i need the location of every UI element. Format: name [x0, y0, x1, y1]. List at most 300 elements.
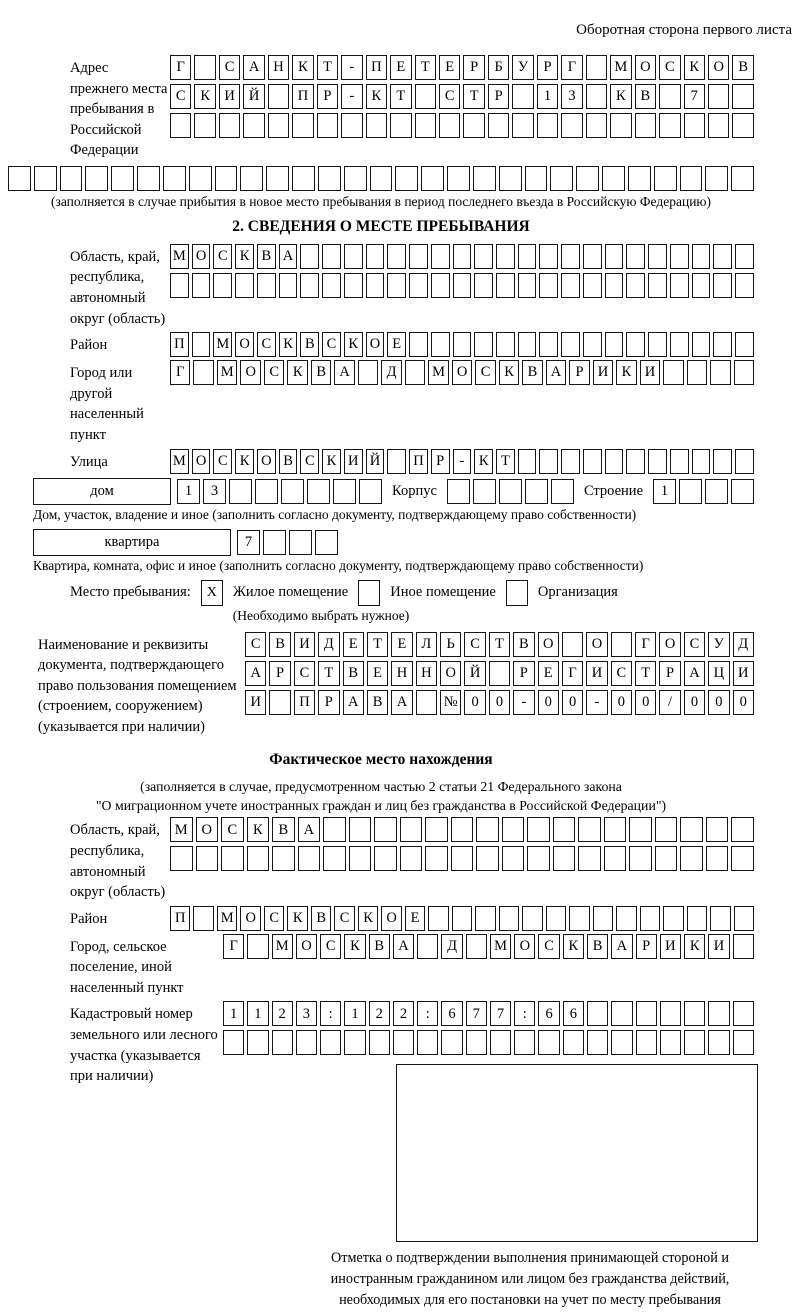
char-box[interactable]: [586, 55, 607, 80]
char-box[interactable]: [318, 166, 341, 191]
char-box[interactable]: [518, 273, 537, 298]
char-box[interactable]: С: [264, 906, 284, 931]
char-box[interactable]: 3: [296, 1001, 317, 1026]
char-box[interactable]: Н: [391, 661, 412, 686]
char-box[interactable]: Й: [243, 84, 264, 109]
char-box[interactable]: М: [217, 906, 237, 931]
char-box[interactable]: [733, 1030, 754, 1055]
char-box[interactable]: [453, 332, 472, 357]
char-box[interactable]: [713, 332, 732, 357]
char-box[interactable]: [706, 846, 729, 871]
char-box[interactable]: [734, 906, 754, 931]
char-box[interactable]: [247, 846, 270, 871]
char-box[interactable]: [60, 166, 83, 191]
char-box[interactable]: С: [322, 332, 341, 357]
char-box[interactable]: А: [243, 55, 264, 80]
char-box[interactable]: [583, 244, 602, 269]
char-box[interactable]: М: [610, 55, 631, 80]
char-box[interactable]: [272, 846, 295, 871]
char-box[interactable]: [393, 1030, 414, 1055]
char-box[interactable]: Е: [538, 661, 559, 686]
char-box[interactable]: 1: [653, 479, 676, 504]
char-box[interactable]: [670, 332, 689, 357]
char-box[interactable]: В: [343, 661, 364, 686]
char-box[interactable]: [300, 244, 319, 269]
char-box[interactable]: Д: [441, 934, 462, 959]
char-box[interactable]: П: [292, 84, 313, 109]
char-box[interactable]: [514, 1030, 535, 1055]
char-box[interactable]: [636, 1030, 657, 1055]
char-box[interactable]: М: [428, 360, 448, 385]
char-box[interactable]: Е: [391, 632, 412, 657]
char-box[interactable]: [196, 846, 219, 871]
char-box[interactable]: С: [300, 449, 319, 474]
char-box[interactable]: [366, 273, 385, 298]
char-box[interactable]: [670, 273, 689, 298]
char-box[interactable]: [616, 906, 636, 931]
char-box[interactable]: Е: [439, 55, 460, 80]
char-box[interactable]: [453, 244, 472, 269]
char-box[interactable]: В: [513, 632, 534, 657]
char-box[interactable]: [496, 332, 515, 357]
char-box[interactable]: Р: [569, 360, 589, 385]
char-box[interactable]: 2: [369, 1001, 390, 1026]
char-box[interactable]: [431, 273, 450, 298]
char-box[interactable]: Т: [317, 55, 338, 80]
char-box[interactable]: П: [409, 449, 428, 474]
char-box[interactable]: Т: [635, 661, 656, 686]
char-box[interactable]: [374, 817, 397, 842]
char-box[interactable]: [732, 84, 753, 109]
char-box[interactable]: [561, 113, 582, 138]
char-box[interactable]: [425, 846, 448, 871]
char-box[interactable]: А: [334, 360, 354, 385]
char-box[interactable]: [539, 244, 558, 269]
char-box[interactable]: К: [344, 934, 365, 959]
char-box[interactable]: [735, 332, 754, 357]
char-box[interactable]: [409, 244, 428, 269]
char-box[interactable]: [366, 244, 385, 269]
char-box[interactable]: В: [272, 817, 295, 842]
char-box[interactable]: В: [300, 332, 319, 357]
char-box[interactable]: [370, 166, 393, 191]
char-box[interactable]: 0: [708, 690, 729, 715]
char-box[interactable]: [229, 479, 252, 504]
char-box[interactable]: [713, 244, 732, 269]
char-box[interactable]: [473, 166, 496, 191]
char-box[interactable]: О: [240, 906, 260, 931]
char-box[interactable]: [670, 449, 689, 474]
char-box[interactable]: [499, 906, 519, 931]
char-box[interactable]: [680, 846, 703, 871]
char-box[interactable]: 3: [203, 479, 226, 504]
char-box[interactable]: О: [659, 632, 680, 657]
char-box[interactable]: [586, 113, 607, 138]
char-box[interactable]: [466, 934, 487, 959]
char-box[interactable]: 6: [441, 1001, 462, 1026]
char-box[interactable]: [257, 273, 276, 298]
char-box[interactable]: В: [369, 934, 390, 959]
char-box[interactable]: О: [452, 360, 472, 385]
char-box[interactable]: [731, 166, 754, 191]
char-box[interactable]: [604, 846, 627, 871]
char-box[interactable]: [344, 166, 367, 191]
char-box[interactable]: 0: [611, 690, 632, 715]
char-box[interactable]: 2: [272, 1001, 293, 1026]
char-box[interactable]: 7: [466, 1001, 487, 1026]
char-box[interactable]: И: [344, 449, 363, 474]
char-box[interactable]: [323, 817, 346, 842]
char-box[interactable]: №: [440, 690, 461, 715]
char-box[interactable]: А: [611, 934, 632, 959]
char-box[interactable]: [349, 817, 372, 842]
char-box[interactable]: [417, 934, 438, 959]
char-box[interactable]: [333, 479, 356, 504]
char-box[interactable]: [731, 479, 754, 504]
char-box[interactable]: Г: [170, 55, 191, 80]
char-box[interactable]: [583, 449, 602, 474]
char-box[interactable]: [731, 846, 754, 871]
char-box[interactable]: [583, 273, 602, 298]
char-box[interactable]: 0: [489, 690, 510, 715]
char-box[interactable]: К: [358, 906, 378, 931]
house-type-box[interactable]: дом: [33, 478, 171, 505]
char-box[interactable]: [525, 166, 548, 191]
char-box[interactable]: [279, 273, 298, 298]
char-box[interactable]: О: [381, 906, 401, 931]
char-box[interactable]: 6: [563, 1001, 584, 1026]
char-box[interactable]: [629, 817, 652, 842]
char-box[interactable]: [296, 1030, 317, 1055]
char-box[interactable]: [731, 817, 754, 842]
char-box[interactable]: У: [512, 55, 533, 80]
char-box[interactable]: [710, 906, 730, 931]
char-box[interactable]: [512, 113, 533, 138]
char-box[interactable]: [537, 113, 558, 138]
char-box[interactable]: И: [245, 690, 266, 715]
char-box[interactable]: [553, 846, 576, 871]
char-box[interactable]: [708, 1030, 729, 1055]
char-box[interactable]: [320, 1030, 341, 1055]
char-box[interactable]: О: [192, 244, 211, 269]
char-box[interactable]: [708, 84, 729, 109]
char-box[interactable]: [474, 332, 493, 357]
char-box[interactable]: Б: [488, 55, 509, 80]
char-box[interactable]: К: [366, 84, 387, 109]
char-box[interactable]: [518, 449, 537, 474]
char-box[interactable]: Т: [489, 632, 510, 657]
char-box[interactable]: [387, 449, 406, 474]
char-box[interactable]: С: [659, 55, 680, 80]
char-box[interactable]: 0: [684, 690, 705, 715]
char-box[interactable]: В: [279, 449, 298, 474]
char-box[interactable]: [34, 166, 57, 191]
char-box[interactable]: Р: [318, 690, 339, 715]
char-box[interactable]: [659, 113, 680, 138]
char-box[interactable]: [648, 244, 667, 269]
char-box[interactable]: [705, 166, 728, 191]
char-box[interactable]: С: [439, 84, 460, 109]
char-box[interactable]: [713, 273, 732, 298]
char-box[interactable]: [243, 113, 264, 138]
char-box[interactable]: [684, 1001, 705, 1026]
char-box[interactable]: [263, 530, 286, 555]
char-box[interactable]: С: [538, 934, 559, 959]
char-box[interactable]: 7: [490, 1001, 511, 1026]
char-box[interactable]: Р: [659, 661, 680, 686]
char-box[interactable]: [387, 273, 406, 298]
char-box[interactable]: Р: [269, 661, 290, 686]
char-box[interactable]: Г: [561, 55, 582, 80]
char-box[interactable]: С: [213, 244, 232, 269]
char-box[interactable]: 3: [561, 84, 582, 109]
char-box[interactable]: К: [292, 55, 313, 80]
char-box[interactable]: [194, 113, 215, 138]
char-box[interactable]: [344, 273, 363, 298]
char-box[interactable]: Е: [343, 632, 364, 657]
char-box[interactable]: [648, 449, 667, 474]
char-box[interactable]: [663, 360, 683, 385]
char-box[interactable]: [395, 166, 418, 191]
char-box[interactable]: [499, 166, 522, 191]
char-box[interactable]: [732, 113, 753, 138]
char-box[interactable]: Т: [318, 661, 339, 686]
char-box[interactable]: А: [245, 661, 266, 686]
char-box[interactable]: [670, 244, 689, 269]
char-box[interactable]: [366, 113, 387, 138]
char-box[interactable]: [708, 1001, 729, 1026]
char-box[interactable]: [733, 1001, 754, 1026]
char-box[interactable]: [170, 846, 193, 871]
char-box[interactable]: [734, 360, 754, 385]
char-box[interactable]: [247, 934, 268, 959]
char-box[interactable]: Г: [635, 632, 656, 657]
char-box[interactable]: [475, 906, 495, 931]
char-box[interactable]: [317, 113, 338, 138]
char-box[interactable]: [659, 84, 680, 109]
char-box[interactable]: [322, 273, 341, 298]
char-box[interactable]: О: [635, 55, 656, 80]
char-box[interactable]: [604, 817, 627, 842]
char-box[interactable]: С: [221, 817, 244, 842]
char-box[interactable]: К: [684, 934, 705, 959]
char-box[interactable]: К: [287, 360, 307, 385]
char-box[interactable]: :: [417, 1001, 438, 1026]
char-box[interactable]: [247, 1030, 268, 1055]
char-box[interactable]: [417, 1030, 438, 1055]
char-box[interactable]: [518, 244, 537, 269]
char-box[interactable]: [562, 632, 583, 657]
char-box[interactable]: О: [708, 55, 729, 80]
char-box[interactable]: [452, 906, 472, 931]
char-box[interactable]: С: [294, 661, 315, 686]
char-box[interactable]: В: [522, 360, 542, 385]
char-box[interactable]: К: [616, 360, 636, 385]
char-box[interactable]: И: [219, 84, 240, 109]
char-box[interactable]: [561, 449, 580, 474]
char-box[interactable]: 1: [247, 1001, 268, 1026]
char-box[interactable]: [735, 244, 754, 269]
char-box[interactable]: [349, 846, 372, 871]
char-box[interactable]: [684, 113, 705, 138]
char-box[interactable]: [289, 530, 312, 555]
char-box[interactable]: [687, 360, 707, 385]
char-box[interactable]: В: [311, 360, 331, 385]
char-box[interactable]: И: [593, 360, 613, 385]
char-box[interactable]: [215, 166, 238, 191]
char-box[interactable]: 7: [237, 530, 260, 555]
char-box[interactable]: [453, 273, 472, 298]
char-box[interactable]: 1: [344, 1001, 365, 1026]
char-box[interactable]: [409, 273, 428, 298]
char-box[interactable]: [439, 113, 460, 138]
char-box[interactable]: [266, 166, 289, 191]
char-box[interactable]: П: [366, 55, 387, 80]
char-box[interactable]: [405, 360, 425, 385]
char-box[interactable]: [499, 479, 522, 504]
char-box[interactable]: [369, 1030, 390, 1055]
char-box[interactable]: [85, 166, 108, 191]
char-box[interactable]: [626, 449, 645, 474]
char-box[interactable]: [605, 273, 624, 298]
char-box[interactable]: [527, 817, 550, 842]
char-box[interactable]: К: [194, 84, 215, 109]
char-box[interactable]: И: [733, 661, 754, 686]
char-box[interactable]: А: [546, 360, 566, 385]
char-box[interactable]: [578, 817, 601, 842]
char-box[interactable]: [706, 817, 729, 842]
char-box[interactable]: [593, 906, 613, 931]
char-box[interactable]: С: [264, 360, 284, 385]
char-box[interactable]: [281, 479, 304, 504]
char-box[interactable]: В: [269, 632, 290, 657]
char-box[interactable]: В: [635, 84, 656, 109]
char-box[interactable]: [416, 690, 437, 715]
char-box[interactable]: [735, 449, 754, 474]
char-box[interactable]: [654, 166, 677, 191]
char-box[interactable]: [192, 273, 211, 298]
char-box[interactable]: К: [235, 244, 254, 269]
char-box[interactable]: [563, 1030, 584, 1055]
char-box[interactable]: М: [213, 332, 232, 357]
char-box[interactable]: [502, 817, 525, 842]
char-box[interactable]: [269, 690, 290, 715]
char-box[interactable]: [553, 817, 576, 842]
char-box[interactable]: [525, 479, 548, 504]
char-box[interactable]: [655, 817, 678, 842]
char-box[interactable]: К: [287, 906, 307, 931]
char-box[interactable]: [605, 332, 624, 357]
char-box[interactable]: Р: [636, 934, 657, 959]
char-box[interactable]: Р: [488, 84, 509, 109]
char-box[interactable]: [344, 1030, 365, 1055]
char-box[interactable]: Д: [733, 632, 754, 657]
char-box[interactable]: [193, 906, 213, 931]
char-box[interactable]: Ц: [708, 661, 729, 686]
char-box[interactable]: 1: [177, 479, 200, 504]
char-box[interactable]: С: [464, 632, 485, 657]
char-box[interactable]: [476, 817, 499, 842]
char-box[interactable]: /: [659, 690, 680, 715]
stay-option-organization-checkbox[interactable]: [506, 580, 528, 606]
char-box[interactable]: М: [272, 934, 293, 959]
char-box[interactable]: П: [170, 906, 190, 931]
stay-option-residential-checkbox[interactable]: X: [201, 580, 223, 606]
char-box[interactable]: [710, 360, 730, 385]
char-box[interactable]: 2: [393, 1001, 414, 1026]
char-box[interactable]: И: [708, 934, 729, 959]
char-box[interactable]: [679, 479, 702, 504]
char-box[interactable]: [576, 166, 599, 191]
char-box[interactable]: 0: [562, 690, 583, 715]
char-box[interactable]: О: [196, 817, 219, 842]
char-box[interactable]: Л: [416, 632, 437, 657]
char-box[interactable]: Р: [463, 55, 484, 80]
char-box[interactable]: Е: [390, 55, 411, 80]
char-box[interactable]: К: [610, 84, 631, 109]
char-box[interactable]: Й: [464, 661, 485, 686]
char-box[interactable]: С: [170, 84, 191, 109]
char-box[interactable]: [489, 661, 510, 686]
char-box[interactable]: Ь: [440, 632, 461, 657]
char-box[interactable]: [400, 817, 423, 842]
char-box[interactable]: [425, 817, 448, 842]
char-box[interactable]: И: [640, 360, 660, 385]
char-box[interactable]: [111, 166, 134, 191]
char-box[interactable]: -: [341, 55, 362, 80]
char-box[interactable]: [655, 846, 678, 871]
char-box[interactable]: В: [732, 55, 753, 80]
char-box[interactable]: О: [240, 360, 260, 385]
char-box[interactable]: И: [294, 632, 315, 657]
char-box[interactable]: В: [311, 906, 331, 931]
char-box[interactable]: [219, 113, 240, 138]
char-box[interactable]: 7: [684, 84, 705, 109]
char-box[interactable]: [8, 166, 31, 191]
char-box[interactable]: Й: [366, 449, 385, 474]
char-box[interactable]: [636, 1001, 657, 1026]
char-box[interactable]: [447, 479, 470, 504]
char-box[interactable]: [315, 530, 338, 555]
char-box[interactable]: О: [296, 934, 317, 959]
char-box[interactable]: [539, 449, 558, 474]
char-box[interactable]: 6: [538, 1001, 559, 1026]
char-box[interactable]: [518, 332, 537, 357]
char-box[interactable]: [496, 244, 515, 269]
char-box[interactable]: 0: [538, 690, 559, 715]
char-box[interactable]: С: [334, 906, 354, 931]
char-box[interactable]: [705, 479, 728, 504]
char-box[interactable]: У: [708, 632, 729, 657]
char-box[interactable]: [390, 113, 411, 138]
char-box[interactable]: [502, 846, 525, 871]
char-box[interactable]: [474, 244, 493, 269]
char-box[interactable]: [587, 1001, 608, 1026]
char-box[interactable]: М: [170, 244, 189, 269]
char-box[interactable]: Т: [390, 84, 411, 109]
char-box[interactable]: И: [586, 661, 607, 686]
char-box[interactable]: 1: [223, 1001, 244, 1026]
char-box[interactable]: [292, 166, 315, 191]
char-box[interactable]: Т: [367, 632, 388, 657]
char-box[interactable]: С: [257, 332, 276, 357]
char-box[interactable]: О: [514, 934, 535, 959]
char-box[interactable]: [569, 906, 589, 931]
char-box[interactable]: [635, 113, 656, 138]
char-box[interactable]: [463, 113, 484, 138]
char-box[interactable]: П: [170, 332, 189, 357]
char-box[interactable]: Р: [513, 661, 534, 686]
